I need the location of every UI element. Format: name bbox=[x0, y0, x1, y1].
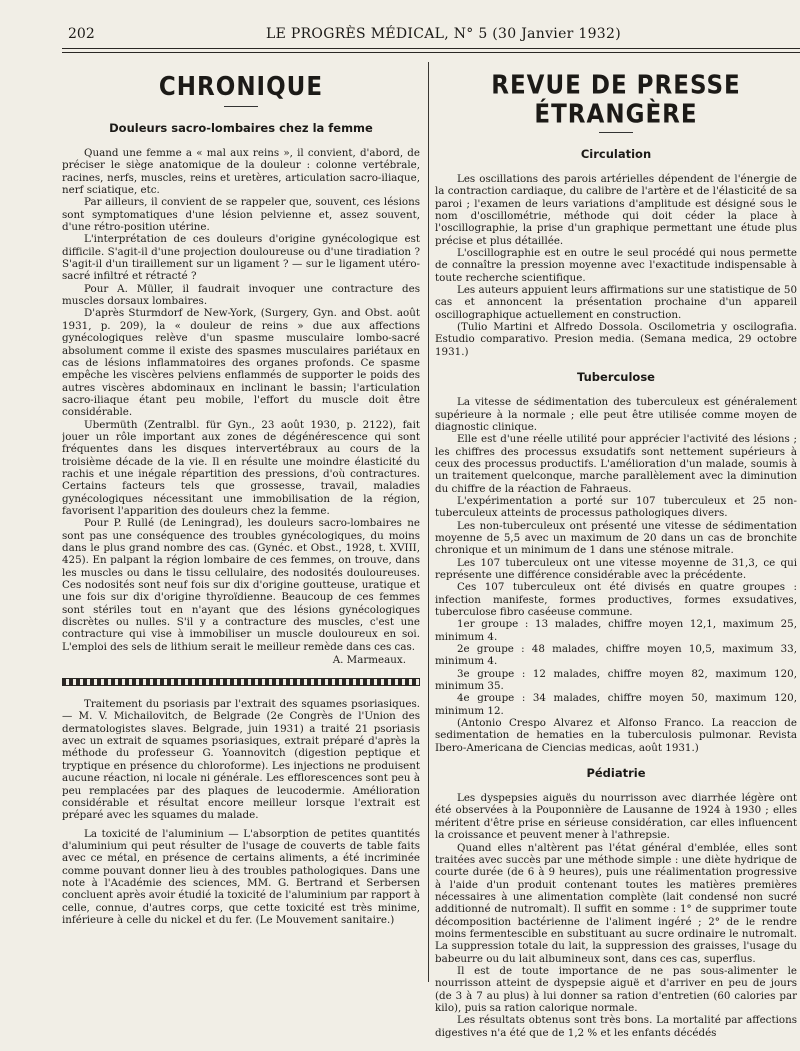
paragraph: L'expérimentation a porté sur 107 tuberculeux et 25 non-tuberculeux atteints de processus pathologiques divers. bbox=[435, 494, 797, 520]
journal-title: LE PROGRÈS MÉDICAL, N° 5 (30 Janvier 1932) bbox=[266, 26, 621, 42]
signature: A. Marmeaux. bbox=[332, 654, 406, 667]
paragraph: Elle est d'une réelle utilité pour apprécier l'activité des lésions ; les chiffres des processus exsudatifs sont nettement supérieurs à ceux des processus productifs. L'amélioration d'un malade, soumis à un traitement quelconque, marche parallèlement avec la diminution du chiffre de la réaction de Fahraeus. bbox=[435, 433, 797, 495]
group-line: 2e groupe : 48 malades, chiffre moyen 10,5, maximum 33, minimum 4. bbox=[435, 643, 797, 668]
subhead-tuberculose: Tuberculose bbox=[577, 370, 655, 385]
group-line: 1er groupe : 13 malades, chiffre moyen 12,1, maximum 25, minimum 4. bbox=[435, 618, 797, 643]
paragraph: Ubermüth (Zentralbl. für Gyn., 23 août 1930, p. 2122), fait jouer un rôle important aux zones de dégénérescence qui sont fréquentes dans les disques intervertébraux au cours de la troisième décade de la vie. Il en résulte une moindre élasticité du rachis et une inégale répartition des pressions, d'où contractures. Certains facteurs tels que grossesse, travail, maladies gynécologiques nécessitant une immobilisation de la région, favorisent l'apparition des douleurs chez la femme. bbox=[62, 418, 420, 517]
header-rule-thin bbox=[62, 52, 800, 53]
section-title-revue: REVUE DE PRESSE ÉTRANGÈRE bbox=[491, 70, 741, 130]
right-column bbox=[435, 58, 797, 1048]
title-rule bbox=[224, 106, 258, 107]
paragraph: La vitesse de sédimentation des tuberculeux est généralement supérieure à la normale ; elle peut être utilisée comme moyen de diagnostic clinique. bbox=[435, 396, 797, 433]
paragraph: Il est de toute importance de ne pas sous-alimenter le nourrisson atteint de dyspepsie aiguë et d'arriver en peu de jours (de 3 à 7 au plus) à lui donner sa ration d'entretien (60 calories par kilo), puis sa ration calorique normale. bbox=[435, 964, 797, 1014]
paragraph: Pour P. Rullé (de Leningrad), les douleurs sacro-lombaires ne sont pas une conséquence des troubles gynécologiques, du moins dans le plus grand nombre des cas. (Gynéc. et Obst., 1928, t. XVIII, 425). En palpant la région lombaire de ces femmes, on trouve, dans les muscles ou dans le tissu cellulaire, des nodosités douloureuses. Ces nodosités sont neuf fois sur dix d'origine goutteuse, uratique et une fois sur dix d'origine thyroïdienne. Beaucoup de ces femmes sont stériles tout en n'ayant que des lésions gynécologiques discrètes ou nulles. S'il y a contracture des muscles, c'est une contracture qui vise à immobiliser un muscle douloureux en soi. L'emploi des sels de lithium serait le meilleur remède dans ces cas. bbox=[62, 517, 420, 653]
paragraph: L'oscillographie est en outre le seul procédé qui nous permette de connaître la pression moyenne avec l'exactitude indispensable à toute recherche scientifique. bbox=[435, 247, 797, 284]
paragraph: (Tulio Martini et Alfredo Dossola. Oscilometria y oscilografia. Estudio comparativo. Presion media. (Semana medica, 29 octobre 1931.) bbox=[435, 321, 797, 358]
left-column bbox=[62, 58, 420, 1048]
paragraph: Quand une femme a « mal aux reins », il convient, d'abord, de préciser le siège anatomique de la douleur : colonne vertébrale, racines, nerfs, muscles, reins et uretères, articulation sacro-iliaque, nerf sciatique, etc. bbox=[62, 147, 420, 197]
section-title-chronique: CHRONIQUE bbox=[158, 72, 324, 102]
title-rule bbox=[599, 132, 633, 133]
paragraph: D'après Sturmdorf de New-York, (Surgery, Gyn. and Obst. août 1931, p. 209), la « douleur de reins » due aux affections gynécologiques relève d'un spasme musculaire lombo-sacré absolument comme il existe des spasmes musculaires pariétaux en cas de lésions inflammatoires des organes profonds. Ce spasme empêche les viscères pelviens enflammés de supporter le poids des autres viscères abdominaux en inclinant le bassin; l'articulation sacro-iliaque étant peu mobile, l'effort du muscle doit être considérable. bbox=[62, 307, 420, 419]
paragraph: Quand elles n'altèrent pas l'état général d'emblée, elles sont traitées avec succès par une méthode simple : une diète hydrique de courte durée (de 6 à 9 heures), puis une réalimentation progressive à l'aide d'un produit contenant toutes les matières premières nécessaires à une alimentation complète (lait condensé non sucré additionné de nutromalt). Il suffit en somme : 1° de supprimer toute décomposition bactérienne de l'aliment ingéré ; 2° de le rendre moins fermentescible en substituant au sucre ordinaire le nutromalt. La suppression totale du lait, la suppression des graisses, l'usage du babeurre ou du lait albumineux sont, dans ces cas, superflus. bbox=[435, 841, 797, 965]
paragraph: Les résultats obtenus sont très bons. La mortalité par affections digestives n'a été que de 1,2 % et les enfants décédés bbox=[435, 1014, 797, 1039]
paragraph: Les oscillations des parois artérielles dépendent de l'énergie de la contraction cardiaque, du calibre de l'artère et de l'élasticité de sa paroi ; l'examen de leurs variations d'amplitude est désigné sous le nom d'oscillométrie, méthode qui doit céder la place à l'oscillographie, la prise d'un graphique permettant une étude plus précise et plus détaillée. bbox=[435, 173, 797, 247]
paragraph: Par ailleurs, il convient de se rappeler que, souvent, ces lésions sont symptomatiques d'une lésion pelvienne et, assez souvent, d'une rétro-position utérine. bbox=[62, 196, 420, 234]
paragraph: (Antonio Crespo Alvarez et Alfonso Franco. La reaccion de sedimentation de hematies en la tuberculosis pulmonar. Revista Ibero-Americana de Ciencias medicas, août 1931.) bbox=[435, 717, 797, 754]
paragraph: Les auteurs appuient leurs affirmations sur une statistique de 50 cas et annoncent la présentation prochaine d'un appareil oscillographique actuellement en construction. bbox=[435, 284, 797, 321]
paragraph: L'interprétation de ces douleurs d'origine gynécologique est difficile. S'agit-il d'une projection douloureuse ou d'une tiradiation ? S'agit-il d'un tiraillement sur un ligament ? — sur le ligament utéro-sacré infiltré et rétracté ? bbox=[62, 233, 420, 283]
paragraph: Les non-tuberculeux ont présenté une vitesse de sédimentation moyenne de 5,5 avec un maximum de 20 dans un cas de bronchite chronique et un minimum de 1 dans une sténose mitrale. bbox=[435, 519, 797, 557]
subhead-pediatrie: Pédiatrie bbox=[586, 766, 646, 781]
paragraph: Ces 107 tuberculeux ont été divisés en quatre groupes : infection manifeste, formes productives, formes exsudatives, tuberculose fibro caséeuse commune. bbox=[435, 581, 797, 618]
column-divider bbox=[428, 62, 429, 982]
paragraph: Les dyspepsies aiguës du nourrisson avec diarrhée légère ont été observées à la Pouponnière de Lausanne de 1924 à 1930 ; elles méritent d'être prise en sérieuse considération, car elles influencent la croissance et peuvent mener à l'athrepsie. bbox=[435, 792, 797, 842]
header-rule bbox=[62, 48, 800, 49]
group-line: 4e groupe : 34 malades, chiffre moyen 50, maximum 120, minimum 12. bbox=[435, 692, 797, 717]
paragraph: Les 107 tuberculeux ont une vitesse moyenne de 31,3, ce qui représente une différence considérable avec la précédente. bbox=[435, 556, 797, 581]
running-head bbox=[0, 0, 800, 52]
article-title: Douleurs sacro-lombaires chez la femme bbox=[109, 121, 373, 135]
note-aluminium: La toxicité de l'aluminium — L'absorption de petites quantités d'aluminium qui peut résulter de l'usage de couverts de table faits avec ce métal, en présence de certains aliments, a été incriminée comme pouvant donner lieu à des troubles pathologiques. Dans une note à l'Académie des sciences, MM. G. Bertrand et Serbersen concluent après avoir étudié la toxicité de l'aluminium par rapport à celle, connue, d'autres corps, que cette toxicité est très minime, inférieure à celle du nickel et du fer. (Le Mouvement sanitaire.) bbox=[62, 827, 420, 926]
note-psoriasis: Traitement du psoriasis par l'extrait des squames psoriasiques. — M. V. Michailovitch, de Belgrade (2e Congrès de l'Union des dermatologistes slaves. Belgrade, juin 1931) a traité 21 psoriasis avec un extrait de squames psoriasiques, extrait préparé d'après la méthode du professeur G. Yoannovitch (digestion peptique et tryptique en présence du chloroforme). Les injections ne produisent aucune réaction, ni locale ni générale. Les efflorescences sont peu à peu remplacées par des plaques de leucodermie. Amélioration considérable et résultat encore meilleur lorsque l'extrait est préparé avec les squames du malade. bbox=[62, 698, 420, 822]
page-number: 202 bbox=[68, 26, 95, 42]
paragraph: Pour A. Müller, il faudrait invoquer une contracture des muscles dorsaux lombaires. bbox=[62, 282, 420, 308]
ornamental-divider bbox=[62, 678, 420, 686]
group-line: 3e groupe : 12 malades, chiffre moyen 82, maximum 120, minimum 35. bbox=[435, 667, 797, 693]
subhead-circulation: Circulation bbox=[580, 147, 652, 161]
